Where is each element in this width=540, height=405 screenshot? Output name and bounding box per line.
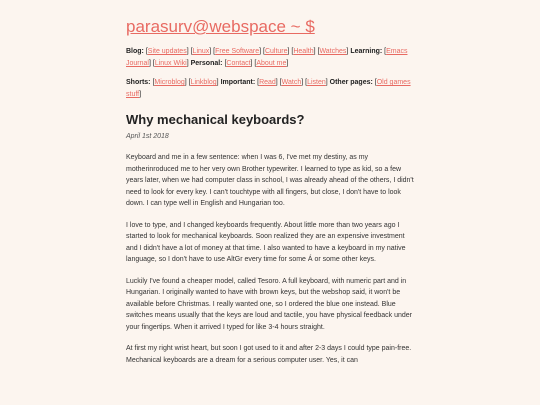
nav-link-site-updates[interactable]: Site updates bbox=[147, 48, 187, 55]
nav-link-watches[interactable]: Watches bbox=[319, 48, 347, 55]
nav-link-culture[interactable]: Culture bbox=[264, 48, 288, 55]
nav-link-emacs-journal[interactable]: Emacs Journal bbox=[126, 48, 408, 67]
post-paragraph: Keyboard and me in a few sentence: when I was 6, I've met my destiny, as my motherinroduced me to her very own Brother typewriter. I learned to type as kid, so a few years later, when we had computer class in school, I was already ahead of the others, I didn't need to look for every key. I can't touchtype with all fingers, but close, I don't have to look down. I can type well in English and Hungarian too. bbox=[126, 154, 414, 207]
post-paragraph: Luckily I've found a cheaper model, called Tesoro. A full keyboard, with numeric part and in Hungarian. I originally wanted to have with brown keys, but the webshop said, it won't be available before Christmas. I really wanted one, so I ordered the blue one instead. Blue switches means usually that the keys are loud and tactile, you have physical feedback under your fingertips. When it arrived I typed for like 3-4 hours straight. bbox=[126, 277, 412, 331]
post-title: Why mechanical keyboards? bbox=[126, 112, 305, 127]
nav-link-linux-wiki[interactable]: Linux Wiki bbox=[154, 59, 187, 67]
nav-label-other-pages: Other pages: bbox=[329, 79, 373, 86]
nav-label-learning: Learning: bbox=[350, 48, 383, 55]
nav-link-linux[interactable]: Linux bbox=[192, 48, 210, 55]
nav-label-personal: Personal: bbox=[190, 59, 223, 67]
page-content bbox=[126, 0, 416, 366]
nav-link-health[interactable]: Health bbox=[293, 48, 314, 55]
nav-link-contact[interactable]: Contact bbox=[226, 59, 251, 67]
nav-link-linkblog[interactable]: Linkblog bbox=[190, 79, 217, 86]
nav-link-microblog[interactable]: Microblog bbox=[154, 79, 185, 86]
nav-secondary: Shorts: [Microblog] [Linkblog] Important: [Read] [Watch] [Listen] Other pages: [Old games stuff] bbox=[126, 79, 411, 98]
nav-link-free-software[interactable]: Free Software bbox=[215, 48, 260, 55]
post-paragraph: I love to type, and I changed keyboards frequently. About little more than two years ago I started to look for mechanical keyboards. Soon realized they are an expensive investment and I didn't have a lot of money at that time. I also wanted to have a keyboard in my native language, so I don't have to use AltGr every time for some Á or some other keys. bbox=[126, 221, 406, 263]
post-paragraph: At first my right wrist heart, but soon I got used to it and after 2-3 days I could type pain-free. Mechanical keyboards are a dream for a serious computer user. Yes, it can bbox=[126, 345, 412, 364]
nav-link-watch[interactable]: Watch bbox=[281, 79, 302, 86]
site-title-link[interactable]: parasurv@webspace ~ $ bbox=[126, 17, 315, 36]
nav-label-shorts: Shorts: bbox=[126, 79, 151, 86]
nav-link-read[interactable]: Read bbox=[259, 79, 276, 86]
nav-label-important: Important: bbox=[220, 79, 256, 86]
nav-label-blog: Blog: bbox=[126, 48, 144, 55]
nav-link-old-games-stuff[interactable]: Old games stuff bbox=[126, 79, 411, 98]
nav-link-listen[interactable]: Listen bbox=[307, 79, 326, 86]
nav-link-about-me[interactable]: About me bbox=[256, 59, 287, 67]
nav-primary: Blog: [Site updates] [Linux] [Free Software] [Culture] [Health] [Watches] Learning: [Emacs Journal] [Linux Wiki] Personal: [Contact] [About me] bbox=[126, 48, 408, 67]
post-date: April 1st 2018 bbox=[126, 133, 169, 140]
